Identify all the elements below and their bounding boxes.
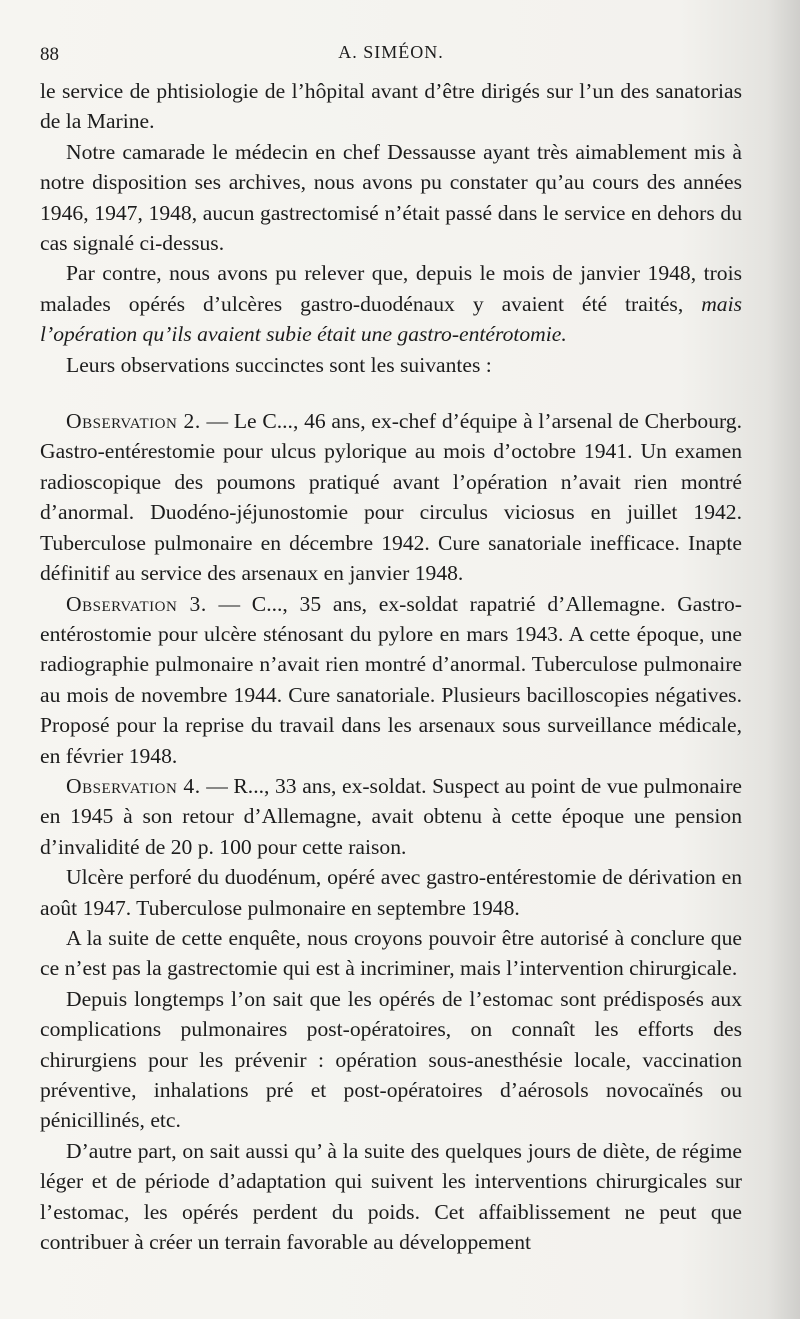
observation-2-text: — Le C..., 46 ans, ex-chef d’équipe à l’arsenal de Cherbourg. Gastro-entérestomie pour ulcus pylorique au mois d’octobre 1941. Un examen radioscopique des poumons pratiqué avant l’opération n’avait rien montré d’anormal. Duodéno-jéjunostomie pour circulus viciosus en juillet 1942. Tuberculose pulmonaire en décembre 1942. Cure sanatoriale inefficace. Inapte définitif au service des arsenaux en janvier 1948. bbox=[40, 409, 742, 586]
body-text bbox=[40, 76, 742, 1257]
paragraph-conclusion: A la suite de cette enquête, nous croyons pouvoir être autorisé à conclure que ce n’est pas la gastrectomie qui est à incriminer, mais l’intervention chirurgicale. bbox=[40, 925, 742, 981]
italic-emphasis: mais l’opération qu’ils avaient subie était une gastro-entérotomie. bbox=[40, 291, 742, 347]
observation-4-continued: Ulcère perforé du duodénum, opéré avec gastro-entérestomie de dérivation en août 1947. Tuberculose pulmonaire en septembre 1948. bbox=[40, 865, 742, 920]
observation-4-text: — R..., 33 ans, ex-soldat. Suspect au point de vue pulmonaire en 1945 à son retour d’Allemagne, avait obtenu à cette époque une pension d’invalidité de 20 p. 100 pour cette raison. bbox=[40, 773, 742, 859]
observation-3-text: — C..., 35 ans, ex-soldat rapatrié d’Allemagne. Gastro-entérostomie pour ulcère sténosant du pylore en mars 1943. A cette époque, une radiographie pulmonaire n’avait rien montré d’anormal. Tuberculose pulmonaire au mois de novembre 1944. Cure sanatoriale. Plusieurs bacilloscopies négatives. Proposé pour la reprise du travail dans les arsenaux sous surveillance médicale, en février 1948. bbox=[40, 591, 742, 768]
paragraph-weight-loss: D’autre part, on sait aussi qu’ à la suite des quelques jours de diète, de régime léger et de période d’adaptation qui suivent les interventions chirurgicales sur l’estomac, les opérés perdent du poids. Cet affaiblissement ne peut que contribuer à créer un terrain favorable au développement bbox=[40, 1138, 742, 1255]
paragraph-observations-intro: Leurs observations succinctes sont les suivantes : bbox=[66, 352, 492, 377]
paragraph-continued: le service de phtisiologie de l’hôpital avant d’être dirigés sur l’un des sanatorias de la Marine. bbox=[40, 79, 742, 134]
page-number: 88 bbox=[40, 44, 59, 65]
observation-3 bbox=[40, 589, 742, 771]
observation-2 bbox=[40, 406, 742, 588]
running-title: A. SIMÉON. bbox=[338, 42, 444, 62]
running-header bbox=[40, 36, 742, 76]
paragraph-complications: Depuis longtemps l’on sait que les opérés de l’estomac sont prédisposés aux complications pulmonaires post-opératoires, on connaît les efforts des chirurgiens pour les prévenir : opération sous-anesthésie locale, vaccination préventive, inhalations pré et post-opératoires d’aérosols novocaïnés ou pénicillinés, etc. bbox=[40, 986, 742, 1133]
paragraph-three-patients bbox=[40, 258, 742, 349]
observation-4 bbox=[40, 771, 742, 862]
observation-4-label: Observation 4. bbox=[66, 773, 201, 798]
paragraph-archives: Notre camarade le médecin en chef Dessausse ayant très aimablement mis à notre disposition ses archives, nous avons pu constater qu’au cours des années 1946, 1947, 1948, aucun gastrectomisé n’était passé dans le service en dehors du cas signalé ci-dessus. bbox=[40, 139, 742, 256]
paragraph-three-patients-text: Par contre, nous avons pu relever que, depuis le mois de janvier 1948, trois malades opérés d’ulcères gastro-duodénaux y avaient été traités, bbox=[40, 261, 742, 316]
observation-3-label: Observation 3. bbox=[66, 591, 207, 616]
observation-2-label: Observation 2. bbox=[66, 409, 201, 434]
